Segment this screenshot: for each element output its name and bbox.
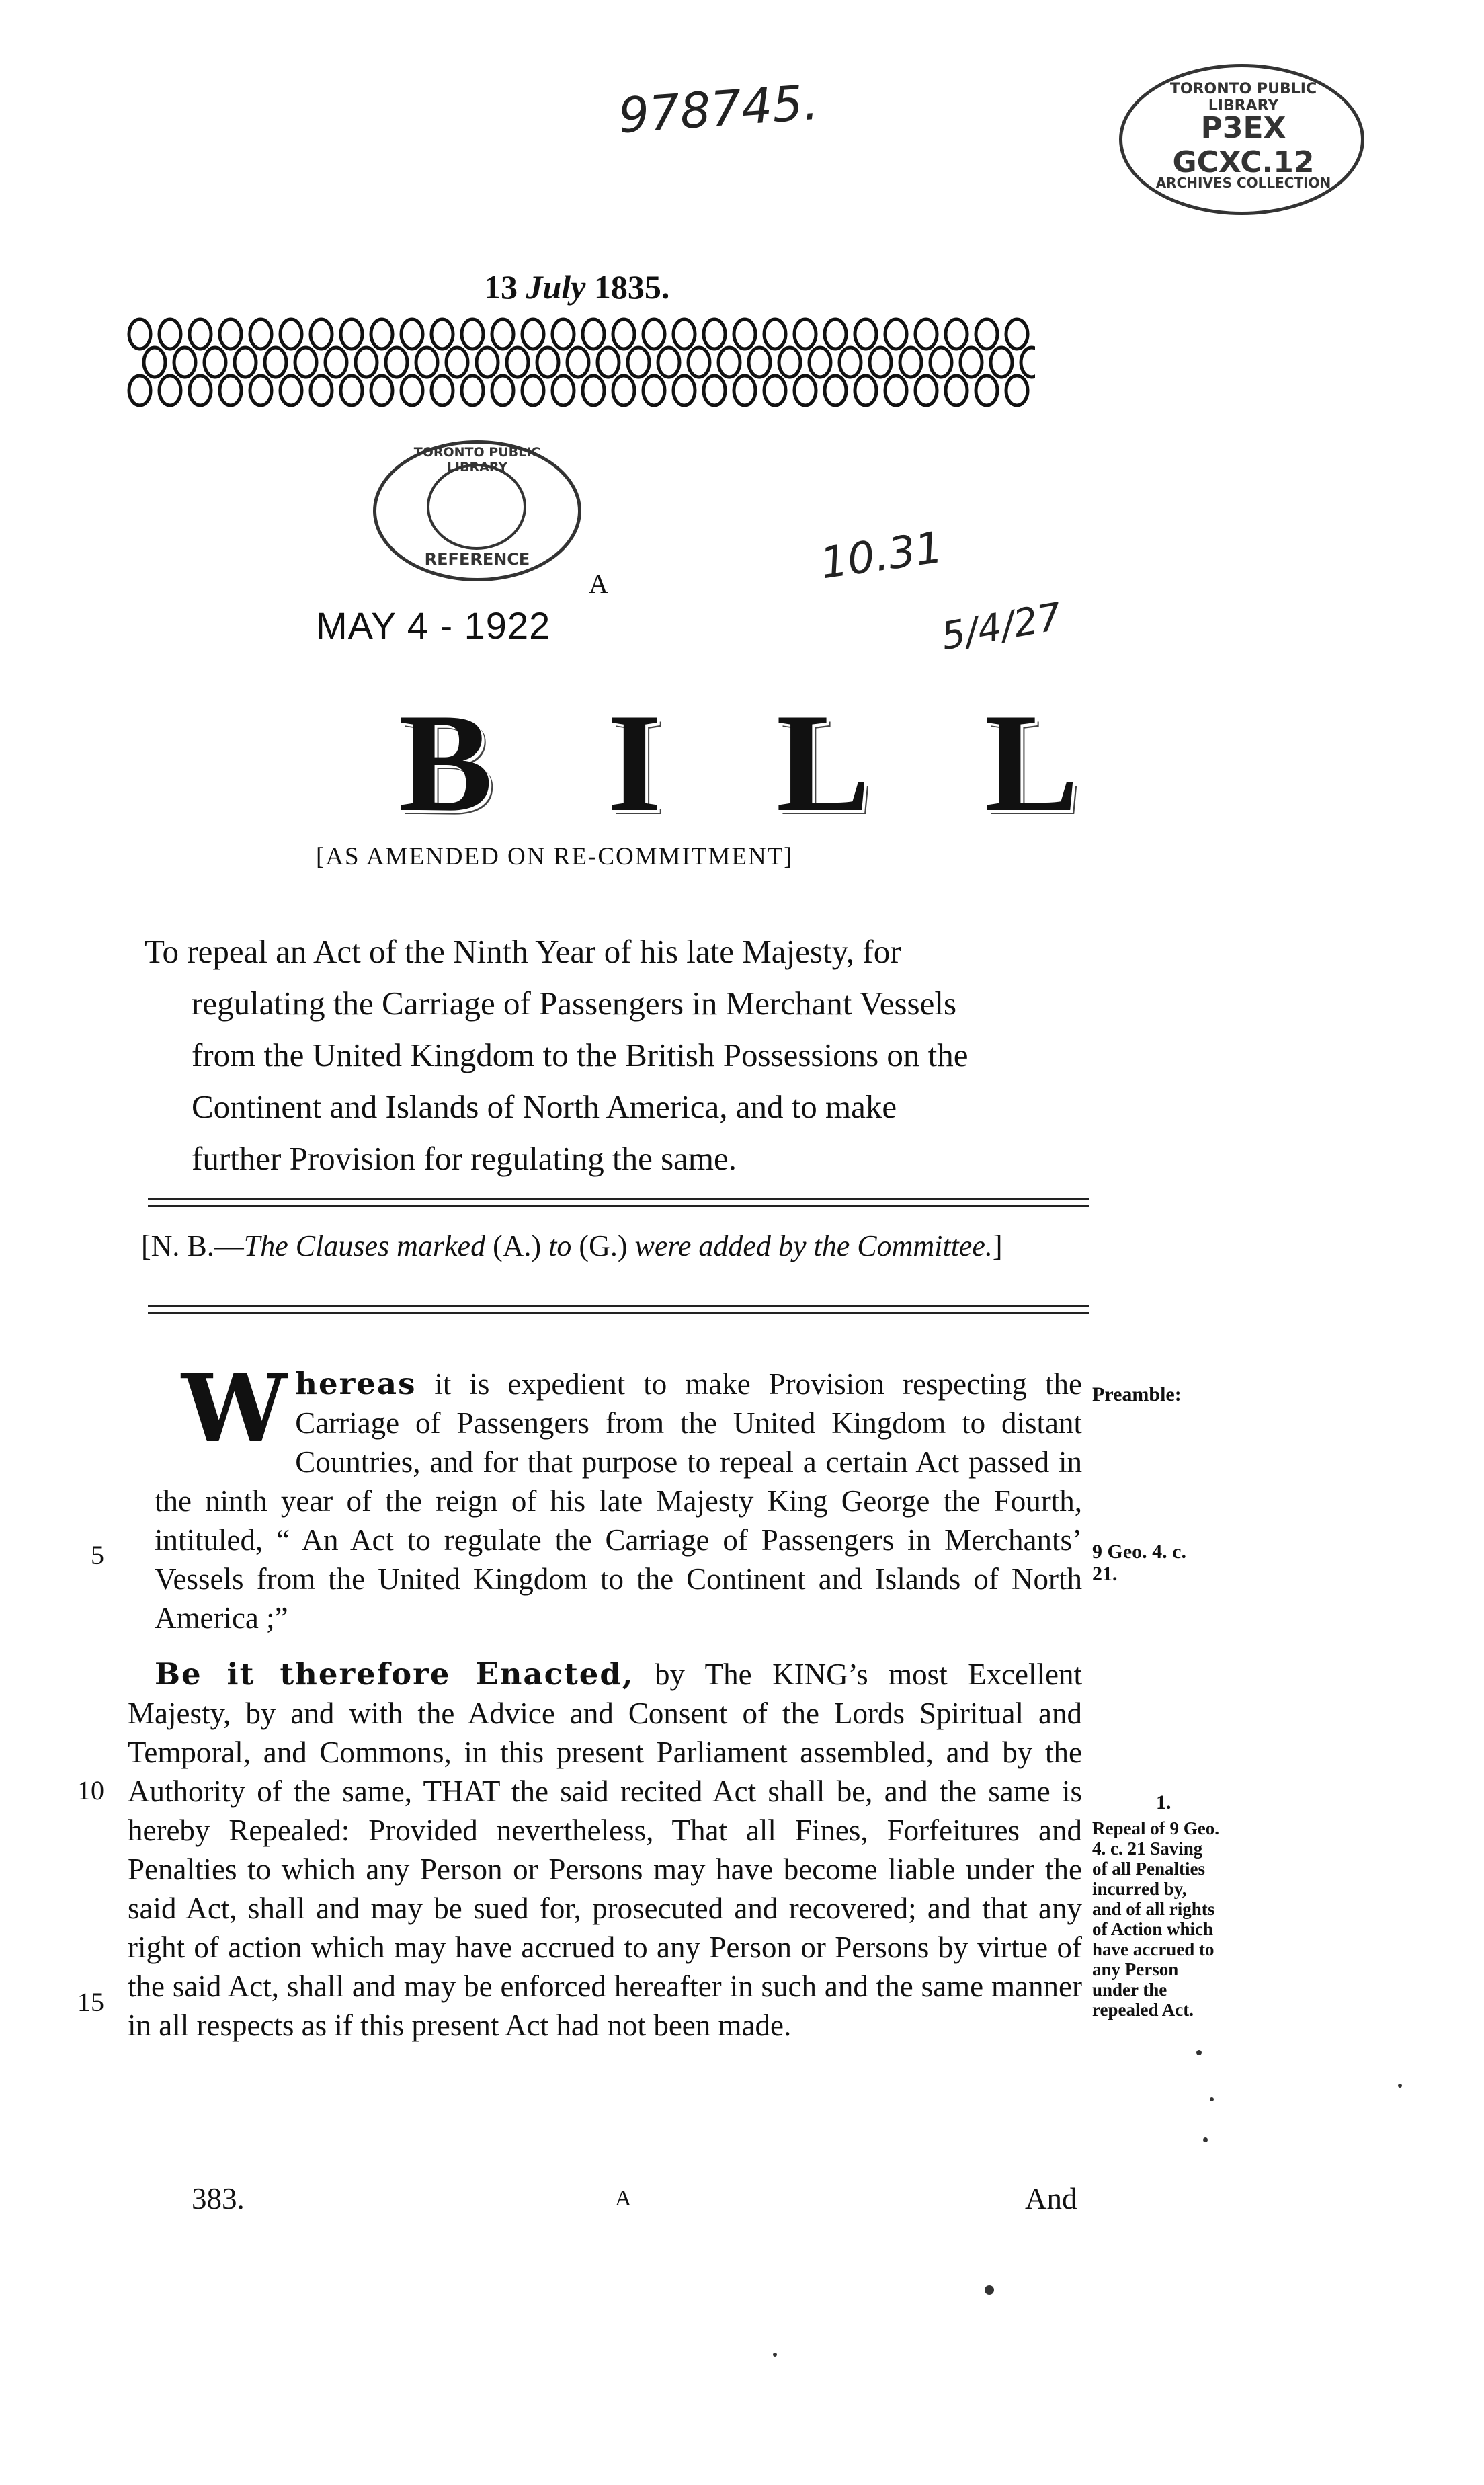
bill-heading: BILL [399, 685, 1193, 841]
long-title-line: regulating the Carriage of Passengers in Merchant Vessels [192, 985, 957, 1022]
bill-date [484, 268, 669, 307]
margin-note-preamble: Preamble: [1092, 1383, 1182, 1406]
library-stamp-code: P3EX GCXC.12 [1172, 111, 1315, 179]
nb-italic-1: The Clauses marked [243, 1229, 486, 1262]
nb-italic-2: to [548, 1229, 572, 1262]
library-stamp-bottom-text: ARCHIVES COLLECTION [1155, 175, 1331, 191]
signature-mark: A [615, 2186, 632, 2211]
paper-speck [1196, 2050, 1202, 2055]
decorative-ornament-band [121, 317, 1035, 408]
reference-stamp-ring-text: TORONTO PUBLIC LIBRARY [413, 445, 541, 475]
margin-note-section-number: 1. [1156, 1791, 1171, 1814]
paper-speck [773, 2353, 777, 2357]
library-stamp-top [1119, 64, 1364, 215]
library-stamp-ring-text: TORONTO PUBLIC LIBRARY [1169, 81, 1317, 114]
date-day: 13 [484, 268, 518, 306]
reference-stamp-inner-ring [427, 464, 526, 550]
nb-prefix: [N. B.— [141, 1229, 244, 1262]
committee-note [141, 1229, 1096, 1263]
enacting-paragraph [128, 1655, 1082, 2045]
preamble-dropcap: W [181, 1354, 288, 1464]
divider-rule [148, 1198, 1089, 1200]
long-title-line: To repeal an Act of the Ninth Year of his late Majesty, for [145, 933, 901, 970]
paper-speck [985, 2285, 994, 2295]
line-number: 10 [77, 1775, 104, 1805]
paper-speck [1210, 2097, 1214, 2101]
paper-speck [1203, 2137, 1208, 2142]
nb-italic-3: were added by the Committee. [634, 1229, 993, 1262]
divider-rule [148, 1305, 1089, 1307]
date-year: 1835. [593, 268, 670, 306]
nb-mark-a: (A.) [493, 1229, 542, 1262]
catchword: And [1025, 2182, 1077, 2215]
long-title-line: from the United Kingdom to the British Possessions on the [192, 1036, 968, 1073]
title-article: A [589, 569, 608, 599]
reference-stamp [373, 440, 581, 581]
nb-suffix: ] [992, 1229, 1003, 1262]
nb-mark-g: (G.) [579, 1229, 628, 1262]
date-month: July [526, 268, 586, 306]
reference-stamp-bottom-text: REFERENCE [424, 550, 530, 569]
preamble-paragraph [128, 1354, 1082, 1637]
preamble-text: it is expedient to make Provision respecting the Carriage of Passengers from the United Kingdom to distant Countries, and for that purpose to repeal a certain Act passed in the ninth year of the reign of his late Majesty King George the Fourth, intituled, “ An Act to regulate the Carriage of Passengers in Merchants’ Vessels from the United Kingdom to the Continent and Islands of North America ;” [155, 1367, 1082, 1635]
handwritten-annotation-2: 5/4/27 [938, 594, 1065, 659]
divider-rule [148, 1312, 1089, 1314]
line-number: 5 [91, 1540, 104, 1570]
handwritten-annotation-1: 10.31 [817, 522, 946, 589]
margin-note-citation: 9 Geo. 4. c. 21. [1092, 1541, 1186, 1585]
bill-number: 383. [192, 2182, 245, 2215]
margin-note-repeal: Repeal of 9 Geo. 4. c. 21 Saving of all Penalties incurred by, and of all rights of Action which have accrued to any Person under the repealed Act. [1092, 1818, 1219, 2020]
preamble-opening: hereas [295, 1366, 417, 1401]
long-title [145, 926, 1082, 1184]
received-date-stamp: MAY 4 - 1922 [316, 604, 551, 647]
long-title-line: Continent and Islands of North America, and to make [192, 1088, 897, 1125]
divider-rule [148, 1205, 1089, 1207]
bill-body [128, 1354, 1082, 2045]
long-title-line: further Provision for regulating the same. [192, 1140, 737, 1177]
handwritten-catalog-number: 978745. [616, 73, 821, 145]
amended-note: [AS AMENDED ON RE-COMMITMENT] [316, 843, 794, 870]
enacting-text: by The KING’s most Excellent Majesty, by and with the Advice and Consent of the Lords Spiritual and Temporal, and Commons, in this present Parliament assembled, and by the Authority of the same, THAT the said recited Act shall be, and the same is hereby Repealed: Provided nevertheless, That all Fines, Forfeitures and Penalties to which any Person or Persons may have become liable under the said Act, shall and may be sued for, prosecuted and recovered; and that any right of action which may have accrued to any Person or Persons by virtue of the said Act, shall and may be enforced hereafter in such and the same manner in all respects as if this present Act had not been made. [128, 1658, 1082, 2042]
paper-speck [1398, 2084, 1402, 2088]
line-number: 15 [77, 1987, 104, 2017]
enacting-opening: Be it therefore Enacted, [155, 1656, 634, 1692]
